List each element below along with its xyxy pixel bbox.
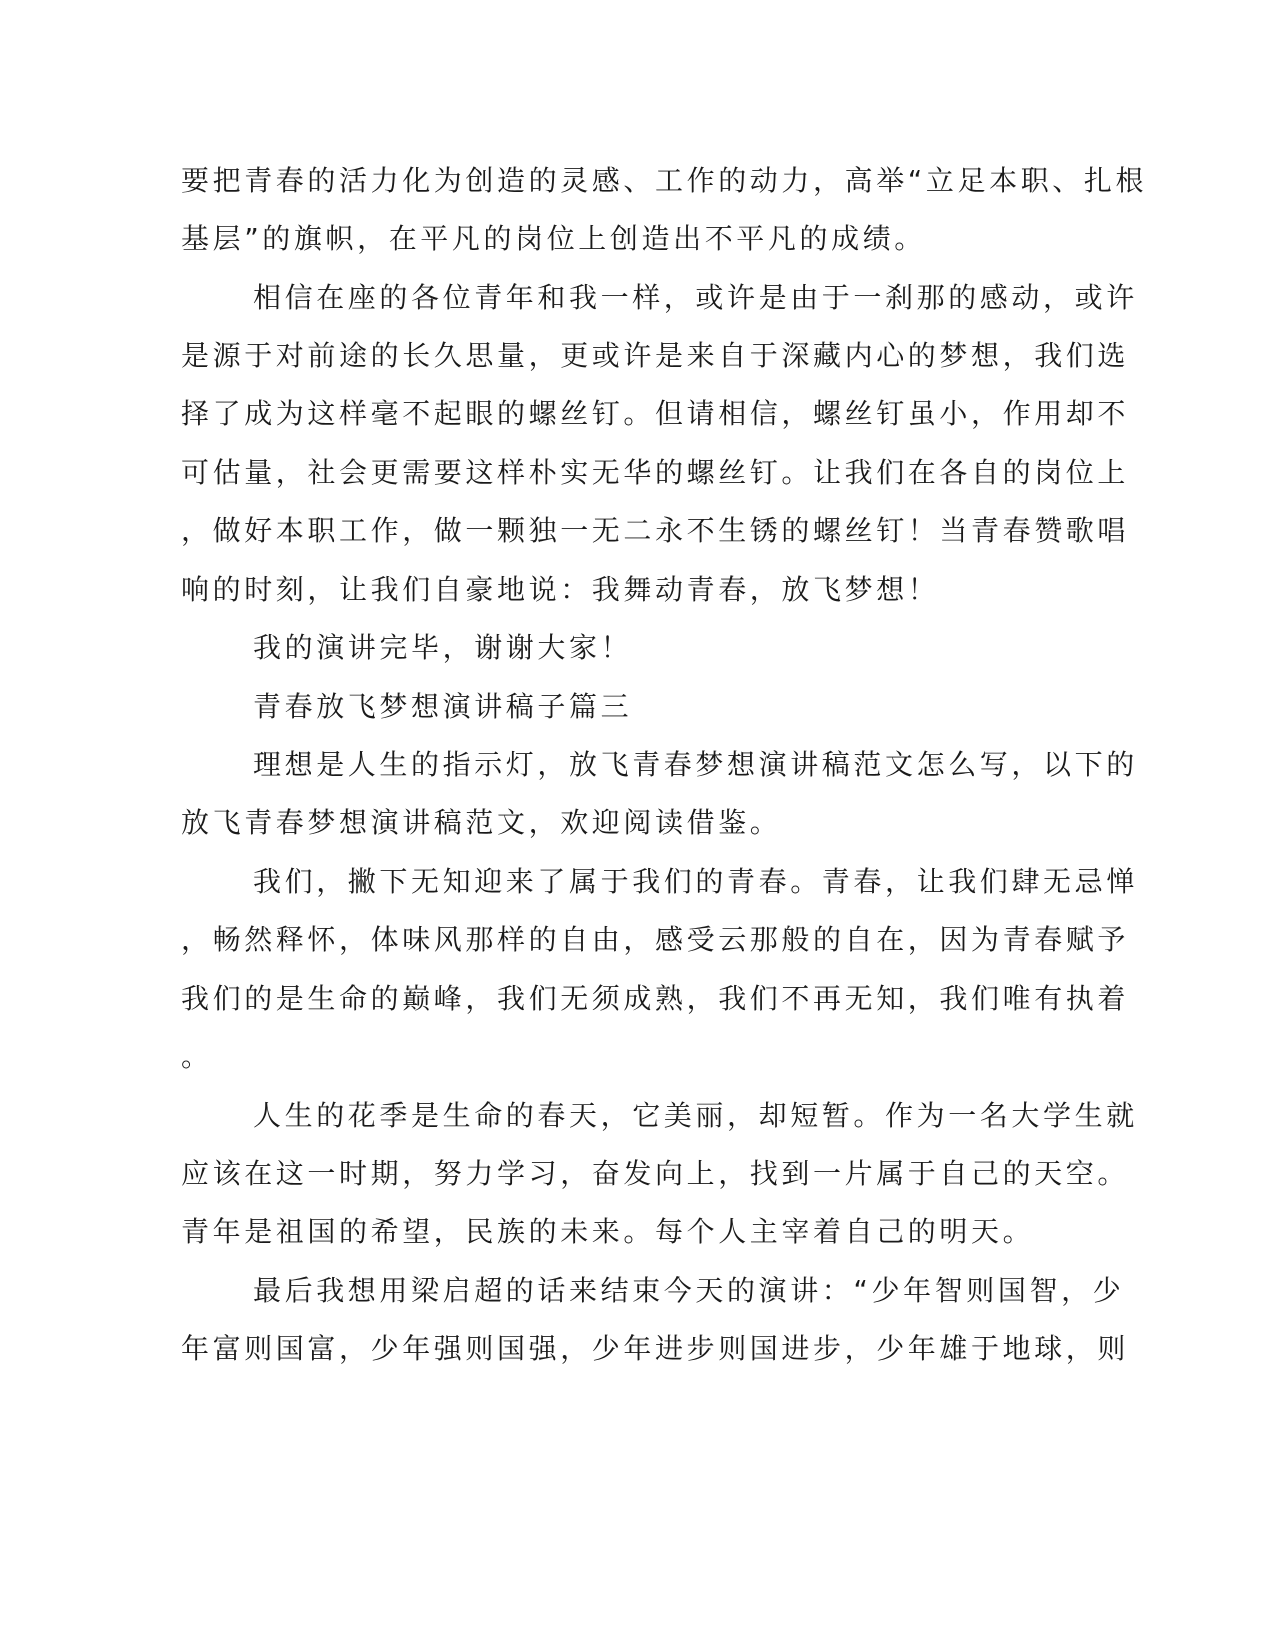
text-line: 可估量，社会更需要这样朴实无华的螺丝钉。让我们在各自的岗位上 — [181, 456, 1130, 489]
text-line: 我们，撇下无知迎来了属于我们的青春。青春，让我们肆无忌惮 — [253, 865, 1138, 898]
text-line: 青年是祖国的希望，民族的未来。每个人主宰着自己的明天。 — [181, 1215, 1035, 1248]
text-line: 是源于对前途的长久思量，更或许是来自于深藏内心的梦想，我们选 — [181, 339, 1130, 372]
text-line: ，做好本职工作，做一颗独一无二永不生锈的螺丝钉！当青春赞歌唱 — [181, 514, 1130, 547]
text-line: 最后我想用梁启超的话来结束今天的演讲：“少年智则国智，少 — [253, 1274, 1125, 1307]
section-heading: 青春放飞梦想演讲稿子篇三 — [253, 690, 633, 723]
text-line: 要把青春的活力化为创造的灵感、工作的动力，高举“立足本职、扎根 — [181, 164, 1148, 197]
text-line: 择了成为这样毫不起眼的螺丝钉。但请相信，螺丝钉虽小，作用却不 — [181, 397, 1130, 430]
text-line: 人生的花季是生命的春天，它美丽，却短暂。作为一名大学生就 — [253, 1099, 1138, 1132]
text-line: 响的时刻，让我们自豪地说：我舞动青春，放飞梦想！ — [181, 573, 940, 606]
text-line: 基层”的旗帜，在平凡的岗位上创造出不平凡的成绩。 — [181, 222, 926, 255]
text-line: 年富则国富，少年强则国强，少年进步则国进步，少年雄于地球，则 — [181, 1332, 1130, 1365]
text-line: 。 — [181, 1040, 213, 1073]
text-line: 我们的是生命的巅峰，我们无须成熟，我们不再无知，我们唯有执着 — [181, 982, 1130, 1015]
text-line: ，畅然释怀，体味风那样的自由，感受云那般的自在，因为青春赋予 — [181, 923, 1130, 956]
text-line: 理想是人生的指示灯，放飞青春梦想演讲稿范文怎么写，以下的 — [253, 748, 1138, 781]
text-line: 相信在座的各位青年和我一样，或许是由于一刹那的感动，或许 — [253, 281, 1138, 314]
text-line: 放飞青春梦想演讲稿范文，欢迎阅读借鉴。 — [181, 806, 782, 839]
text-line: 应该在这一时期，努力学习，奋发向上，找到一片属于自己的天空。 — [181, 1157, 1130, 1190]
text-line: 我的演讲完毕，谢谢大家！ — [253, 631, 633, 664]
